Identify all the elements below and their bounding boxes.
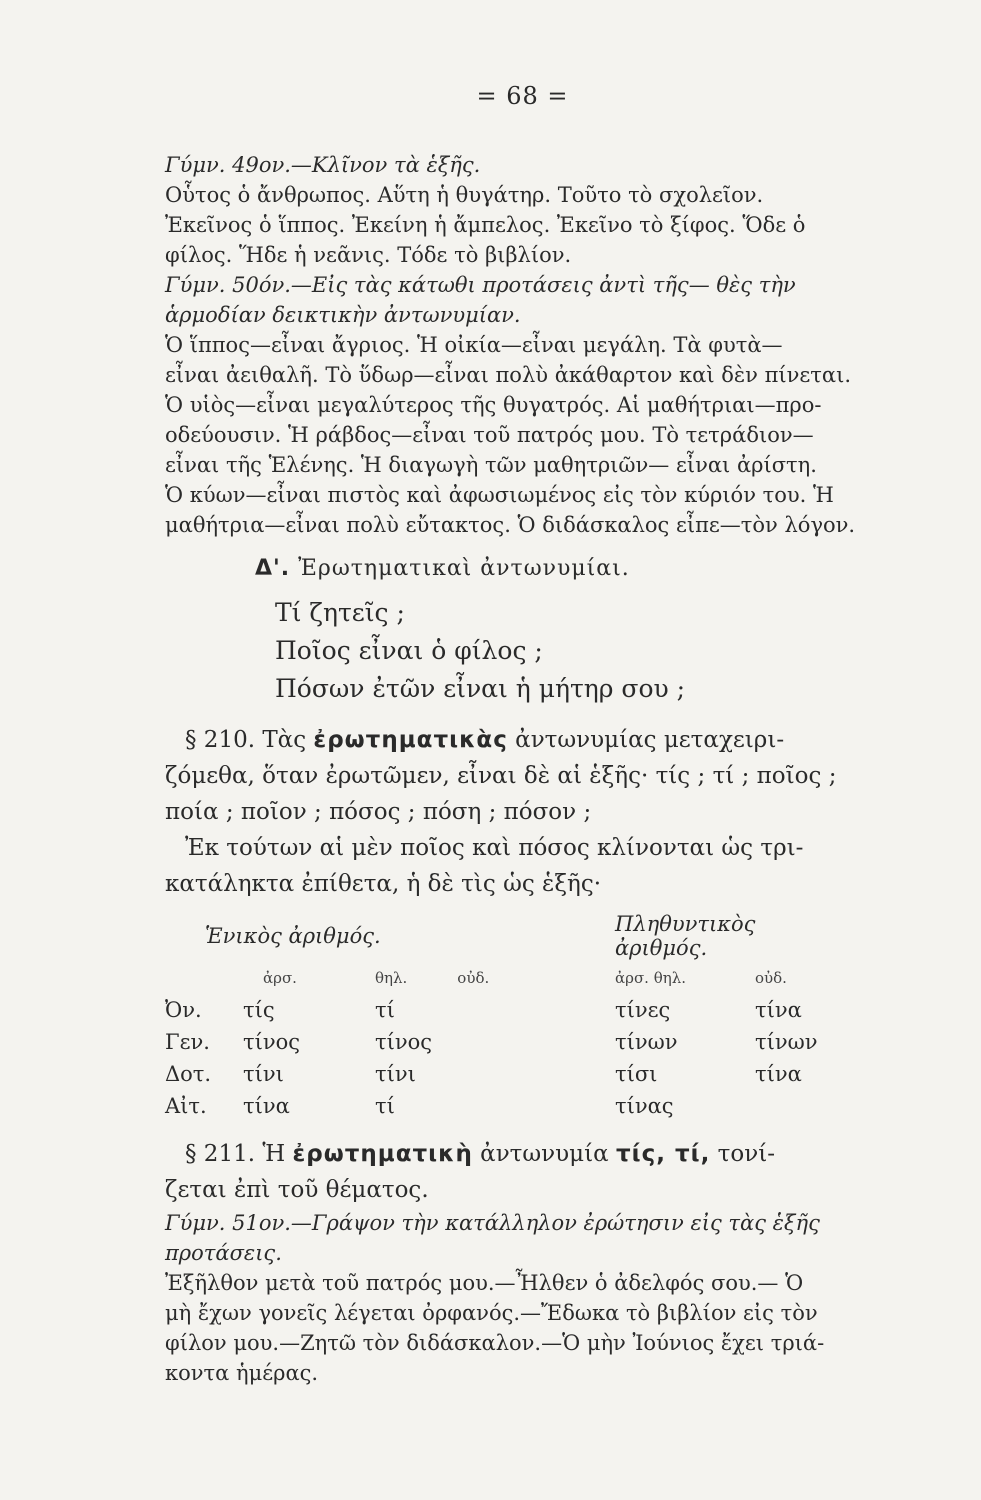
text-line: εἶναι ἀειθαλῆ. Τὸ ὕδωρ—εἶναι πολὺ ἀκάθαρτον καὶ δὲν πίνεται.: [165, 363, 852, 387]
table-row: [165, 1026, 845, 1058]
table-row: [165, 994, 845, 1026]
para-number: § 211. Ἡ: [185, 1141, 286, 1167]
para-line: [165, 1136, 880, 1172]
para-line: ζόμεθα, ὅταν ἐρωτῶμεν, εἶναι δὲ αἱ ἑξῆς· τίς ; τί ; ποῖος ;: [165, 763, 837, 789]
gender-label: οὐδ.: [755, 969, 787, 987]
para-line: [165, 830, 880, 866]
text-line: Ἐκεῖνος ὁ ἵππος. Ἐκείνη ἡ ἄμπελος. Ἐκεῖνο τὸ ξίφος. Ὅδε ὁ: [165, 213, 806, 237]
table-row: [165, 1058, 845, 1090]
example-line: Πόσων ἐτῶν εἶναι ἡ μήτηρ σου ;: [275, 674, 686, 703]
declension-table: [165, 910, 845, 1122]
bold-term: τίς, τί,: [615, 1141, 711, 1167]
para-line: ζεται ἐπὶ τοῦ θέματος.: [165, 1177, 429, 1203]
form: τίνι: [243, 1062, 284, 1086]
form: [755, 1090, 845, 1122]
exercise-50-label: Γύμν. 50όν.—Εἰς τὰς κάτωθι προτάσεις ἀντὶ τῆς— θὲς τὴν: [165, 273, 796, 297]
para-text: ἀντωνυμίας μεταχειρι-: [515, 727, 785, 753]
bold-term: ἐρωτηματικὴ: [292, 1141, 473, 1167]
exercise-51: [165, 1208, 880, 1388]
para-line: [165, 722, 880, 758]
exercise-50: [165, 270, 880, 540]
text-line: Ἐξῆλθον μετὰ τοῦ πατρός μου.—Ἦλθεν ὁ ἀδελφός σου.— Ὁ: [165, 1271, 804, 1295]
singular-label: Ἑνικὸς ἀριθμός.: [205, 924, 381, 948]
text-line: μαθήτρια—εἶναι πολὺ εὔτακτος. Ὁ διδάσκαλος εἶπε—τὸν λόγον.: [165, 513, 856, 537]
form: τίνων: [615, 1030, 678, 1054]
bold-term: ἐρωτηματικὰς: [313, 727, 508, 753]
page-number: = 68 =: [476, 82, 569, 110]
section-title: Ἐρωτηματικαὶ ἀντωνυμίαι.: [298, 556, 630, 581]
text-line: οδεύουσιν. Ἡ ράβδος—εἶναι τοῦ πατρός μου. Τὸ τετράδιον—: [165, 423, 814, 447]
exercise-50-label: ἁρμοδίαν δεικτικὴν ἀντωνυμίαν.: [165, 303, 521, 327]
form: τίνος: [375, 1030, 433, 1054]
form: τίνα: [243, 1094, 290, 1118]
form: τί: [375, 1094, 395, 1118]
case-label: Δοτ.: [165, 1062, 212, 1086]
exercise-51-label: Γύμν. 51ον.—Γράψον τὴν κατάλληλον ἐρώτησιν εἰς τὰς ἑξῆς: [165, 1211, 820, 1235]
text-line: μὴ ἔχων γονεῖς λέγεται ὀρφανός.—Ἔδωκα τὸ βιβλίον εἰς τὸν: [165, 1301, 818, 1325]
gender-label: ἀρσ.: [263, 969, 297, 987]
text-line: Ὁ υἱὸς—εἶναι μεγαλύτερος τῆς θυγατρός. Αἱ μαθήτριαι—προ-: [165, 393, 822, 417]
gender-label: ἀρσ. θηλ.: [615, 969, 687, 987]
para-text: τονί-: [717, 1141, 776, 1167]
para-text: ἀντωνυμία: [480, 1141, 609, 1167]
text-line: φίλος. Ἥδε ἡ νεᾶνις. Τόδε τὸ βιβλίον.: [165, 243, 572, 267]
para-text: Ἐκ τούτων αἱ μὲν ποῖος καὶ πόσος κλίνονται ὡς τρι-: [185, 835, 804, 861]
form: τίνος: [243, 1030, 301, 1054]
paragraph-211: [165, 1136, 880, 1208]
para-number: § 210. Τὰς: [185, 727, 307, 753]
text-line: Οὗτος ὁ ἄνθρωπος. Αὕτη ἡ θυγάτηρ. Τοῦτο τὸ σχολεῖον.: [165, 183, 764, 207]
section-heading: [255, 554, 880, 584]
case-label: Γεν.: [165, 1030, 210, 1054]
form: τίνα: [755, 998, 802, 1022]
form: τίνι: [375, 1062, 416, 1086]
text-line: κοντα ἡμέρας.: [165, 1361, 319, 1385]
form: τίσι: [615, 1062, 658, 1086]
exercise-49: [165, 150, 880, 270]
paragraph-210: [165, 722, 880, 902]
text-line: Ὁ κύων—εἶναι πιστὸς καὶ ἀφωσιωμένος εἰς τὸν κύριόν του. Ἡ: [165, 483, 834, 507]
case-label: Αἰτ.: [165, 1094, 207, 1118]
form: τί: [375, 998, 395, 1022]
plural-label: Πληθυντικὸς ἀριθμός.: [615, 912, 756, 960]
gender-label: θηλ. οὐδ.: [375, 969, 490, 987]
example-line: Ποῖος εἶναι ὁ φίλος ;: [275, 636, 543, 665]
form: τίνων: [755, 1030, 818, 1054]
para-line: κατάληκτα ἐπίθετα, ἡ δὲ τὶς ὡς ἑξῆς·: [165, 871, 602, 897]
exercise-49-label: Γύμν. 49ον.—Κλῖνον τὰ ἑξῆς.: [165, 153, 481, 177]
examples: [275, 594, 880, 708]
exercise-51-label: προτάσεις.: [165, 1241, 282, 1265]
section-mark: Δ'.: [255, 556, 291, 581]
para-line: ποία ; ποῖον ; πόσος ; πόση ; πόσον ;: [165, 799, 592, 825]
example-line: Τί ζητεῖς ;: [275, 598, 405, 627]
form: τίς: [243, 998, 275, 1022]
table-row: [165, 1090, 845, 1122]
text-line: φίλον μου.—Ζητῶ τὸν διδάσκαλον.—Ὁ μὴν Ἰούνιος ἔχει τριά-: [165, 1331, 825, 1355]
text-line: Ὁ ἵππος—εἶναι ἄγριος. Ἡ οἰκία—εἶναι μεγάλη. Τὰ φυτὰ—: [165, 333, 783, 357]
text-line: εἶναι τῆς Ἑλένης. Ἡ διαγωγὴ τῶν μαθητριῶν— εἶναι ἀρίστη.: [165, 453, 817, 477]
form: τίνα: [755, 1062, 802, 1086]
case-label: Ὀν.: [165, 998, 202, 1022]
form: τίνες: [615, 998, 671, 1022]
page-body: [165, 60, 880, 1388]
form: τίνας: [615, 1094, 674, 1118]
